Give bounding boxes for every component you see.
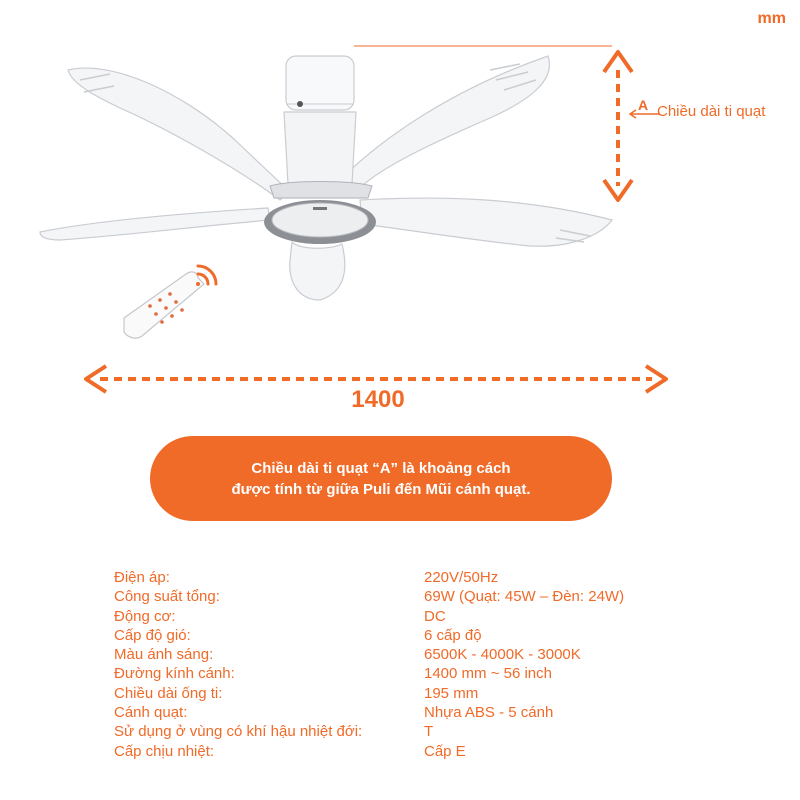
spec-row <box>114 587 724 606</box>
spec-label: Công suất tổng: <box>114 588 220 606</box>
unit-label: mm <box>757 10 786 27</box>
spec-row <box>114 703 724 722</box>
spec-value: 6 cấp độ <box>424 626 482 644</box>
spec-value: 220V/50Hz <box>424 569 499 586</box>
wireless-signal-icon <box>196 266 216 286</box>
spec-label: Chiều dài ống ti: <box>114 684 223 702</box>
spec-label: Cấp chịu nhiệt: <box>114 742 215 760</box>
blade-right <box>360 198 612 246</box>
spec-row <box>114 645 724 664</box>
blade-lower <box>290 242 345 300</box>
blade-lower-left <box>40 208 270 240</box>
spec-row <box>114 664 724 683</box>
spec-row <box>114 607 724 626</box>
spec-value: 195 mm <box>424 684 479 702</box>
diameter-label: 1400 <box>351 386 405 413</box>
blade-length-label: Chiều dài ti quạt <box>657 103 766 120</box>
spec-value: 69W (Quạt: 45W – Đèn: 24W) <box>424 588 625 606</box>
spec-row <box>114 626 724 645</box>
spec-value: Cấp E <box>424 742 466 760</box>
spec-value: T <box>424 723 434 741</box>
spec-row <box>114 722 724 741</box>
spec-label: Sử dụng ở vùng có khí hậu nhiệt đới: <box>114 723 363 741</box>
note-line-2: được tính từ giữa Puli đến Mũi cánh quạt. <box>231 480 531 498</box>
note-line-1: Chiều dài ti quạt “A” là khoảng cách <box>251 459 511 477</box>
spec-label: Cánh quạt: <box>114 704 188 722</box>
spec-row <box>114 568 724 587</box>
spec-label: Động cơ: <box>114 607 176 625</box>
spec-row <box>114 684 724 703</box>
remote-control-icon <box>124 266 216 338</box>
spec-value: DC <box>424 607 446 625</box>
fan-hub <box>264 56 376 244</box>
blade-length-letter: A <box>638 97 649 113</box>
spec-label: Cấp độ gió: <box>114 626 191 644</box>
blade-upper-right <box>340 56 549 188</box>
spec-value: 6500K - 4000K - 3000K <box>424 646 581 664</box>
spec-value: Nhựa ABS - 5 cánh <box>424 704 554 722</box>
spec-list <box>114 568 724 761</box>
vertical-dimension-arrow <box>604 52 632 200</box>
spec-label: Điện áp: <box>114 569 170 586</box>
spec-label: Màu ánh sáng: <box>114 646 214 664</box>
note-banner <box>150 436 612 521</box>
spec-row <box>114 742 724 761</box>
spec-label: Đường kính cánh: <box>114 665 235 683</box>
spec-value: 1400 mm ~ 56 inch <box>424 665 552 683</box>
